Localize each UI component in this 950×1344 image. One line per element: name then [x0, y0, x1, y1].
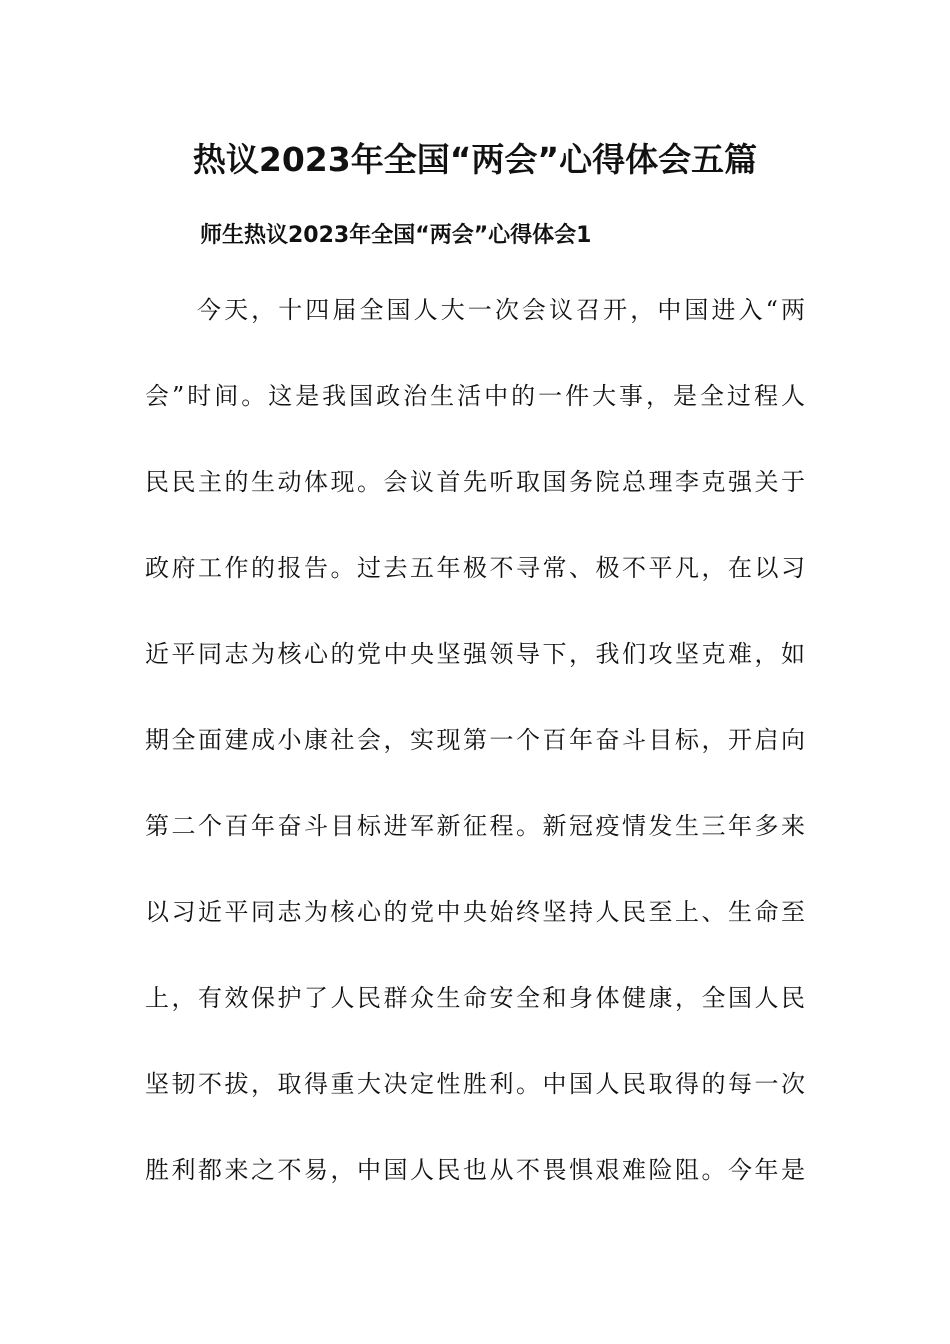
paragraph-line: 第二个百年奋斗目标进军新征程。新冠疫情发生三年多来 [145, 812, 805, 840]
paragraph-line: 上，有效保护了人民群众生命安全和身体健康，全国人民 [145, 984, 805, 1012]
document-title: 热议2023年全国“两会”心得体会五篇 [192, 140, 758, 179]
paragraph-line: 近平同志为核心的党中央坚强领导下，我们攻坚克难，如 [145, 640, 805, 668]
paragraph-line: 民民主的生动体现。会议首先听取国务院总理李克强关于 [145, 468, 805, 496]
paragraph-line: 胜利都来之不易，中国人民也从不畏惧艰难险阻。今年是 [145, 1156, 805, 1184]
paragraph-line: 今天，十四届全国人大一次会议召开，中国进入“两 [197, 296, 805, 324]
paragraph-line: 政府工作的报告。过去五年极不寻常、极不平凡，在以习 [145, 554, 805, 582]
paragraph-line: 会”时间。这是我国政治生活中的一件大事，是全过程人 [145, 382, 805, 410]
paragraph-line: 坚韧不拔，取得重大决定性胜利。中国人民取得的每一次 [145, 1070, 805, 1098]
paragraph-line: 以习近平同志为核心的党中央始终坚持人民至上、生命至 [145, 898, 805, 926]
section-heading: 师生热议2023年全国“两会”心得体会1 [200, 223, 592, 248]
paragraph-line: 期全面建成小康社会，实现第一个百年奋斗目标，开启向 [145, 726, 805, 754]
